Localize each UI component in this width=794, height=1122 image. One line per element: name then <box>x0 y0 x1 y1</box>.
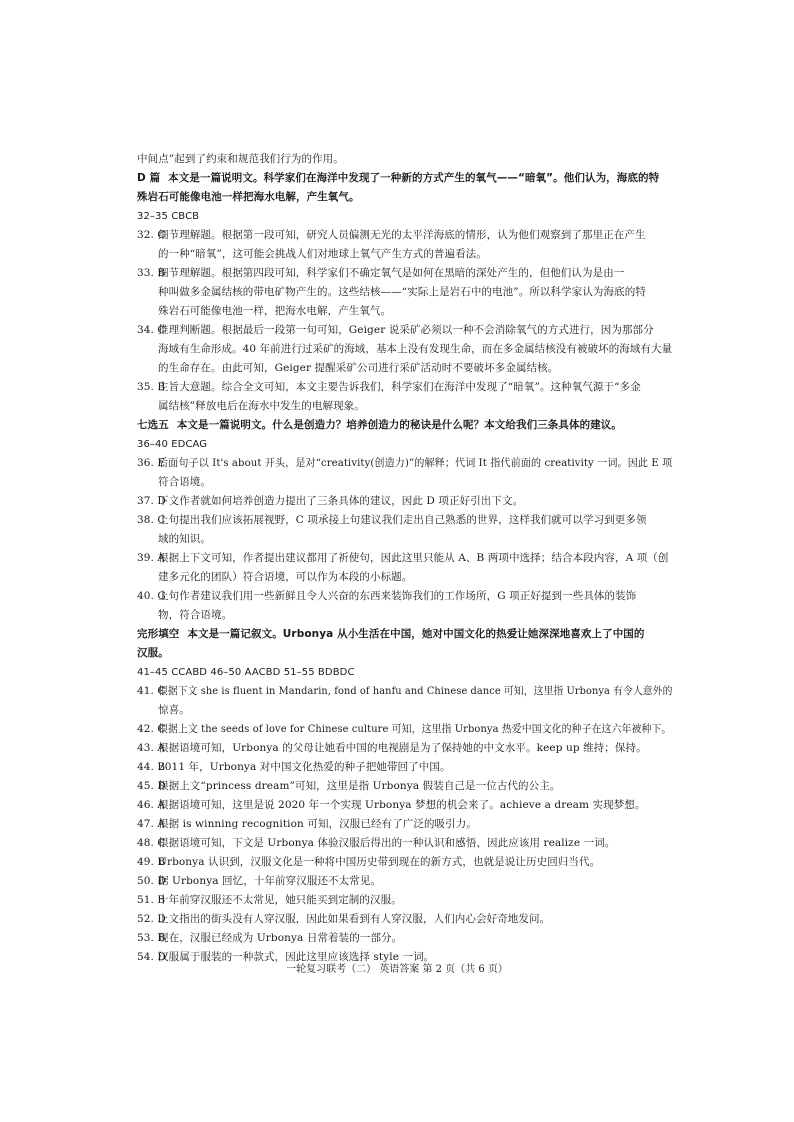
answer-item <box>137 815 672 834</box>
answer-item-explanation <box>158 910 672 929</box>
explanation-line: 现在，汉服已经成为 Urbonya 日常着装的一部分。 <box>158 932 403 944</box>
explanation-line: 符合语境。 <box>158 476 211 488</box>
section-cloze-heading <box>137 625 672 644</box>
answer-item <box>137 492 672 511</box>
answer-item <box>137 378 672 416</box>
answer-item-explanation <box>158 720 672 739</box>
section-seven-heading <box>137 416 672 435</box>
answer-item-explanation <box>158 492 672 511</box>
explanation-line: 根据上文 the seeds of love for Chinese culture 可知，这里指 Urbonya 热爱中国文化的种子在这六年被种下。 <box>158 723 672 735</box>
answer-item-number: 36. E <box>137 457 166 469</box>
explanation-line: 根据语境可知，Urbonya 的父母让她看中国的电视剧是为了保持她的中文水平。keep up 维持；保持。 <box>158 742 647 754</box>
explanation-line: 的生命存在。由此可知，Geiger 提醒采矿公司进行采矿活动时不要破坏多金属结核。 <box>158 362 559 374</box>
answer-item-explanation <box>158 587 672 625</box>
explanation-line: 据 Urbonya 回忆，十年前穿汉服还不太常见。 <box>158 875 382 887</box>
explanation-line: 种叫做多金属结核的带电矿物产生的。这些结核——“实际上是岩石中的电池”。所以科学家认为海底的特 <box>158 286 646 298</box>
section-seven-tag: 七选五 <box>137 419 169 431</box>
section-cloze-heading-line1: 本文是一篇记叙文。Urbonya 从小生活在中国，她对中国文化的热爱让她深深地喜欢上了中国的 <box>187 628 645 640</box>
answer-item <box>137 321 672 378</box>
section-d-items <box>137 226 672 416</box>
answer-item-number: 32. C <box>137 229 166 241</box>
answer-item-number: 46. A <box>137 799 166 811</box>
explanation-line: 后面句子以 It's about 开头，是对“creativity(创造力)”的解释；代词 It 指代前面的 creativity 一词。因此 E 项 <box>158 457 673 469</box>
answer-item <box>137 796 672 815</box>
answer-item-number: 49. B <box>137 856 166 868</box>
answer-item-number: 45. D <box>137 780 166 792</box>
explanation-line: 2011 年，Urbonya 对中国文化热爱的种子把她带回了中国。 <box>158 761 451 773</box>
explanation-line: 下文作者就如何培养创造力提出了三条具体的建议，因此 D 项正好引出下文。 <box>158 495 524 507</box>
answer-item-explanation <box>158 777 672 796</box>
section-seven-items <box>137 454 672 625</box>
answer-item-number: 41. C <box>137 685 166 697</box>
section-cloze-items <box>137 682 672 967</box>
section-cloze-heading-line2: 汉服。 <box>137 647 169 659</box>
answer-item-number: 38. C <box>137 514 166 526</box>
section-seven-heading-line1: 本文是一篇说明文。什么是创造力？培养创造力的秘诀是什么呢？本文给我们三条具体的建议。 <box>176 419 623 431</box>
section-d-tag: D 篇 <box>137 172 161 184</box>
section-d-heading-line1: 本文是一篇说明文。科学家们在海洋中发现了一种新的方式产生的氧气——“暗氧”。他们认为，海底的特 <box>168 172 660 184</box>
answer-item-explanation <box>158 929 672 948</box>
intro-tail-text: 中间点”起到了约束和规范我们行为的作用。 <box>137 153 344 165</box>
section-cloze-tag: 完形填空 <box>137 628 180 640</box>
answer-item-explanation <box>158 853 672 872</box>
answer-content <box>137 150 672 967</box>
answer-item-number: 43. A <box>137 742 166 754</box>
section-d-heading-line2: 殊岩石可能像电池一样把海水电解，产生氧气。 <box>137 191 360 203</box>
explanation-line: 十年前穿汉服还不太常见，她只能买到定制的汉服。 <box>158 894 402 906</box>
answer-item <box>137 910 672 929</box>
answer-item-explanation <box>158 815 672 834</box>
answer-item <box>137 682 672 720</box>
explanation-line: 殊岩石可能像电池一样，把海水电解，产生氧气。 <box>158 305 392 317</box>
page-footer: 一轮复习联考（二） 英语答案 第 2 页（共 6 页） <box>286 964 508 975</box>
answer-item-explanation <box>158 891 672 910</box>
answer-item-number: 42. C <box>137 723 166 735</box>
answer-item-explanation <box>158 758 672 777</box>
explanation-line: 根据上下文可知，作者提出建议都用了祈使句，因此这里只能从 A、B 两项中选择；结合本段内容，A 项（创 <box>158 552 669 564</box>
explanation-line: 推理判断题。根据最后一段第一句可知，Geiger 说采矿必须以一种不会消除氧气的方式进行，因为那部分 <box>158 324 654 336</box>
explanation-line: 上句提出我们应该拓展视野，C 项承接上句建议我们走出自己熟悉的世界，这样我们就可以学习到更多领 <box>158 514 647 526</box>
explanation-line: 建多元化的团队）符合语境，可以作为本段的小标题。 <box>158 571 413 583</box>
explanation-line: 主旨大意题。综合全文可知，本文主要告诉我们，科学家们在海洋中发现了“暗氧”。这种氧气源于“多金 <box>158 381 641 393</box>
explanation-line: 根据下文 she is fluent in Mandarin, fond of hanfu and Chinese dance 可知，这里指 Urbonya 有令人意外的 <box>158 685 673 697</box>
answer-item-number: 52. D <box>137 913 166 925</box>
answer-item-number: 54. D <box>137 951 166 963</box>
answer-item-number: 39. A <box>137 552 166 564</box>
explanation-line: 汉服属于服装的一种款式，因此这里应该选择 style 一词。 <box>158 951 435 963</box>
answer-item-explanation <box>158 834 672 853</box>
answer-item-number: 53. B <box>137 932 166 944</box>
explanation-line: 物，符合语境。 <box>158 609 233 621</box>
answer-item-explanation <box>158 796 672 815</box>
section-cloze-answers: 41–45 CCABD 46–50 AACBD 51–55 BDBDC <box>137 667 355 678</box>
answer-item-explanation <box>158 511 672 549</box>
answer-item-explanation <box>158 454 672 492</box>
explanation-line: 海域有生命形成。40 年前进行过采矿的海域，基本上没有发现生命，而在多金属结核没有被破坏的海域有大量 <box>158 343 673 355</box>
explanation-line: 根据语境可知，这里是说 2020 年一个实现 Urbonya 梦想的机会来了。achieve a dream 实现梦想。 <box>158 799 646 811</box>
answer-item-explanation <box>158 872 672 891</box>
answer-item-number: 34. C <box>137 324 166 336</box>
answer-item-explanation <box>158 739 672 758</box>
answer-item <box>137 549 672 587</box>
answer-item <box>137 891 672 910</box>
section-d-heading <box>137 169 672 188</box>
explanation-line: 细节理解题。根据第四段可知，科学家们不确定氧气是如何在黑暗的深处产生的，但他们认为是由一 <box>158 267 625 279</box>
answer-item <box>137 929 672 948</box>
answer-item-number: 50. D <box>137 875 166 887</box>
explanation-line: 惊喜。 <box>158 704 190 716</box>
explanation-line: Urbonya 认识到，汉服文化是一种将中国历史带到现在的新方式，也就是说让历史回归当代。 <box>158 856 601 868</box>
answer-item-number: 48. C <box>137 837 166 849</box>
answer-item <box>137 720 672 739</box>
answer-item-number: 44. B <box>137 761 166 773</box>
answer-item <box>137 511 672 549</box>
section-d-answers: 32–35 CBCB <box>137 211 200 222</box>
answer-item-number: 37. D <box>137 495 166 507</box>
answer-item-explanation <box>158 321 672 378</box>
answer-item <box>137 834 672 853</box>
explanation-line: 属结核”释放电后在海水中发生的电解现象。 <box>158 400 365 412</box>
answer-item-explanation <box>158 378 672 416</box>
explanation-line: 细节理解题。根据第一段可知，研究人员偏测无光的太平洋海底的情形，认为他们观察到了那里正在产生 <box>158 229 646 241</box>
answer-item-explanation <box>158 226 672 264</box>
answer-item-number: 35. B <box>137 381 166 393</box>
answer-item-explanation <box>158 264 672 321</box>
answer-item <box>137 777 672 796</box>
answer-item <box>137 454 672 492</box>
answer-item <box>137 226 672 264</box>
answer-item-explanation <box>158 682 672 720</box>
answer-item-number: 40. G <box>137 590 166 602</box>
explanation-line: 根据语境可知，下文是 Urbonya 体验汉服后得出的一种认识和感悟，因此应该用 realize 一词。 <box>158 837 616 849</box>
answer-item <box>137 872 672 891</box>
explanation-line: 上文指出的街头没有人穿汉服，因此如果看到有人穿汉服，人们内心会好奇地发问。 <box>158 913 551 925</box>
answer-item <box>137 853 672 872</box>
answer-item-explanation <box>158 549 672 587</box>
explanation-line: 上句作者建议我们用一些新鲜且令人兴奋的东西来装饰我们的工作场所，G 项正好提到一些具体的装饰 <box>158 590 637 602</box>
answer-item <box>137 587 672 625</box>
section-seven-answers: 36–40 EDCAG <box>137 439 208 450</box>
answer-item-number: 33. B <box>137 267 166 279</box>
answer-item <box>137 758 672 777</box>
explanation-line: 域的知识。 <box>158 533 211 545</box>
explanation-line: 的一种“暗氧”，这可能会挑战人们对地球上氧气产生方式的普遍看法。 <box>158 248 487 260</box>
answer-item-number: 51. B <box>137 894 166 906</box>
answer-item <box>137 739 672 758</box>
explanation-line: 根据上文“princess dream”可知，这里是指 Urbonya 假装自己是一位古代的公主。 <box>158 780 561 792</box>
explanation-line: 根据 is winning recognition 可知，汉服已经有了广泛的吸引力。 <box>158 818 477 830</box>
answer-item-number: 47. A <box>137 818 166 830</box>
answer-item <box>137 264 672 321</box>
